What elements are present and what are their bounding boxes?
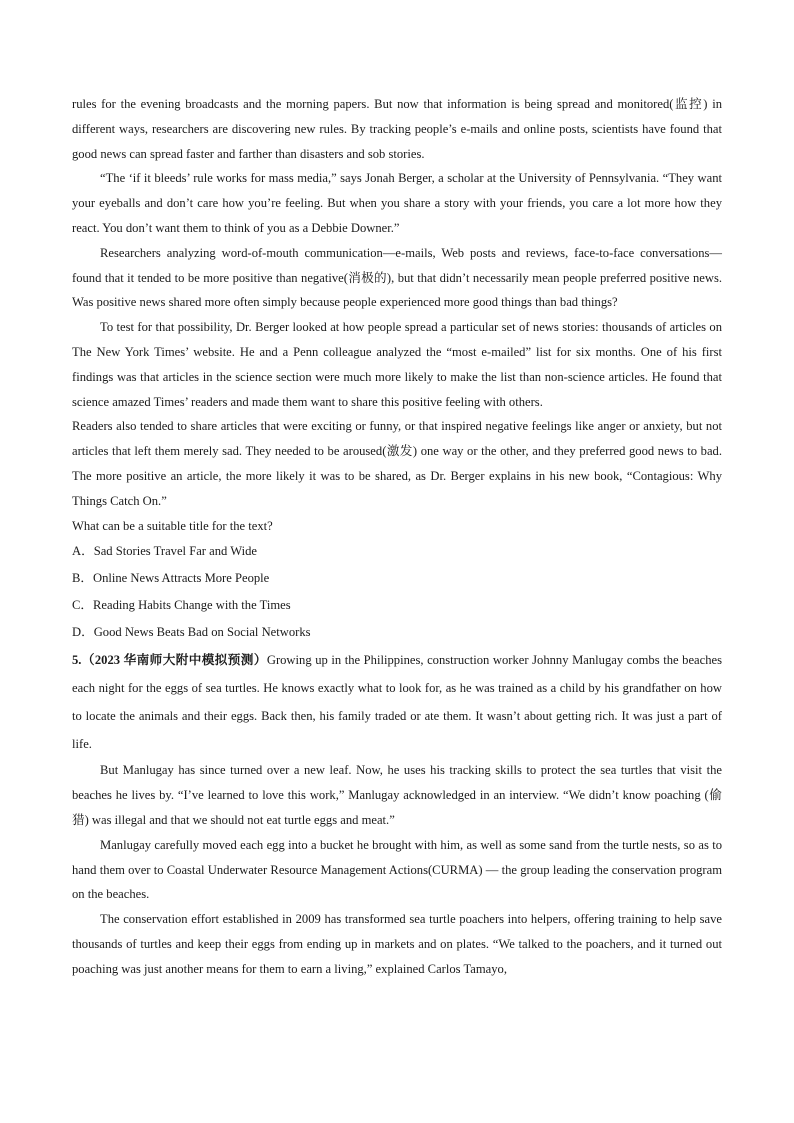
question-5-intro: [72, 646, 722, 758]
option-d: D．Good News Beats Bad on Social Networks: [72, 625, 311, 640]
question-5-first-text: Growing up in the Philippines, construction worker Johnny Manlugay combs the beaches each night for the eggs of sea turtles. He knows exactly what to look for, as he was trained as a child by his grandfather on how to locate the animals and their eggs. Back then, his family traded or ate them. It wasn’t about getting rich. It was just a part of life.: [72, 653, 723, 752]
question-5-label: 5.（2023 华南师大附中模拟预测）: [72, 653, 267, 668]
passage-paragraph-5: Readers also tended to share articles that were exciting or funny, or that inspired negative feelings like anger or anxiety, but not articles that left them merely sad. They needed to be aroused(激发) one way or the other, and they preferred good news to bad. The more positive an article, the more likely it was to be shared, as Dr. Berger explains in his new book, “Contagious: Why Things Catch On.”: [72, 419, 722, 508]
document-page: [72, 92, 722, 982]
passage-paragraph-2: “The ‘if it bleeds’ rule works for mass media,” says Jonah Berger, a scholar at the University of Pennsylvania. “They want your eyeballs and don’t care how you’re feeling. But when you share a story with your friends, you care a lot more how they react. You don’t want them to think of you as a Debbie Downer.”: [72, 171, 722, 235]
q5-paragraph-4: The conservation effort established in 2009 has transformed sea turtle poachers into helpers, offering training to help save thousands of turtles and keep their eggs from ending up in markets and on plates. “We talked to the poachers, and it turned out poaching was just another means for them to earn a living,” explained Carlos Tamayo,: [72, 912, 722, 976]
q5-paragraph-3: Manlugay carefully moved each egg into a bucket he brought with him, as well as some sand from the turtle nests, so as to hand them over to Coastal Underwater Resource Management Actions(CURMA) — the group leading the conservation program on the beaches.: [72, 837, 722, 902]
q5-paragraph-2: But Manlugay has since turned over a new leaf. Now, he uses his tracking skills to protect the sea turtles that visit the beaches he lives by. “I’ve learned to love this work,” Manlugay acknowledged in an interview. “We didn’t know poaching (偷猎) was illegal and that we should not eat turtle eggs and meat.”: [72, 763, 722, 827]
option-a: A．Sad Stories Travel Far and Wide: [72, 544, 258, 559]
passage-paragraph-4: To test for that possibility, Dr. Berger looked at how people spread a particular set of news stories: thousands of articles on The New York Times’ website. He and a Penn colleague analyzed the “most e-mailed” list for six months. One of his first findings was that articles in the science section were much more likely to make the list than non-science articles. He found that science amazed Times’ readers and made them want to share this positive feeling with others.: [72, 320, 722, 409]
passage-paragraph-3: Researchers analyzing word-of-mouth communication—e-mails, Web posts and reviews, face-to-face conversations—found that it tended to be more positive than negative(消极的), but that didn’t necessarily mean people preferred positive news. Was positive news shared more often simply because people experienced more good things than bad things?: [72, 245, 722, 310]
option-b: B．Online News Attracts More People: [72, 571, 270, 586]
option-c: C．Reading Habits Change with the Times: [72, 598, 291, 613]
passage-paragraph-1: rules for the evening broadcasts and the morning papers. But now that information is being spread and monitored(监控) in different ways, researchers are discovering new rules. By tracking people’s e-mails and online posts, scientists have found that good news can spread faster and farther than disasters and sob stories.: [72, 97, 722, 161]
question-stem: What can be a suitable title for the text?: [72, 518, 273, 533]
